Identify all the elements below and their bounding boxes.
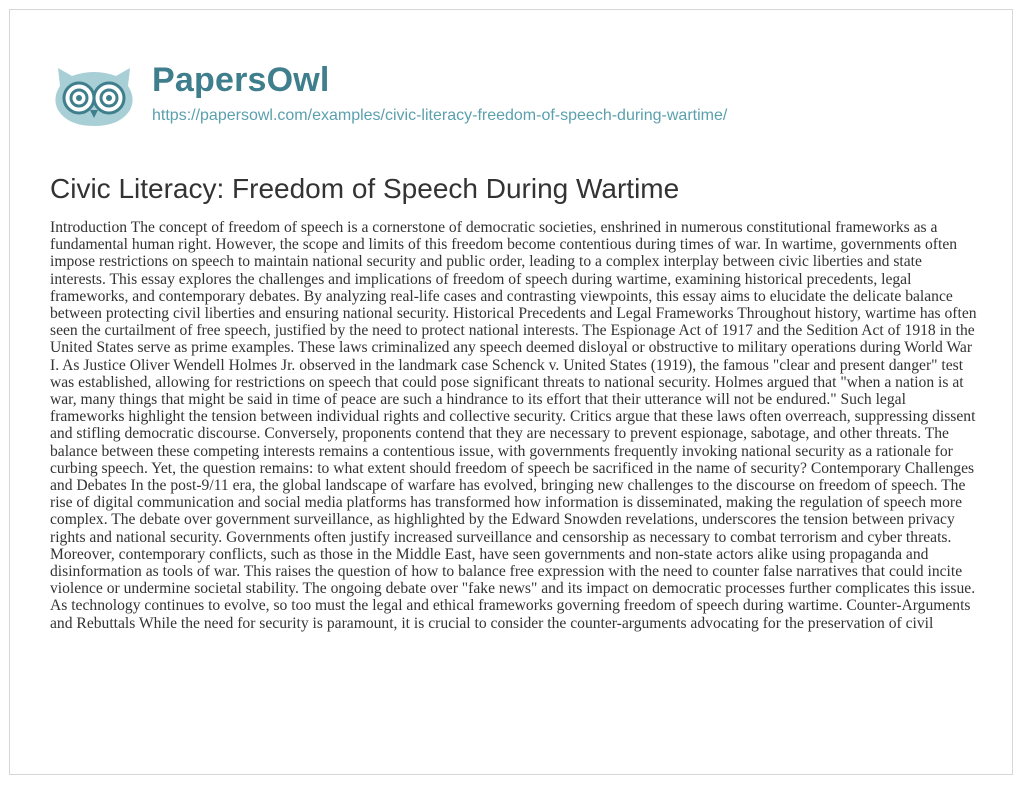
owl-icon — [50, 62, 138, 128]
source-url-link[interactable]: https://papersowl.com/examples/civic-literacy-freedom-of-speech-during-wartime/ — [152, 107, 728, 124]
page-title: Civic Literacy: Freedom of Speech During Wartime — [50, 173, 680, 204]
site-header — [50, 60, 970, 130]
brand-name[interactable]: PapersOwl — [152, 61, 330, 99]
essay-body: Introduction The concept of freedom of speech is a cornerstone of democratic societies, enshrined in numerous constitutional frameworks as a fundamental human right. However, the scope and limits of this freedom become contentious during times of war. In wartime, governments often impose restrictions on speech to maintain national security and public order, leading to a complex interplay between civic liberties and state interests. This essay explores the challenges and implications of freedom of speech during wartime, examining historical precedents, legal frameworks, and contemporary debates. By analyzing real-life cases and contrasting viewpoints, this essay aims to elucidate the delicate balance between protecting civil liberties and ensuring national security. Historical Precedents and Legal Frameworks Throughout history, wartime has often seen the curtailment of free speech, justified by the need to protect national interests. The Espionage Act of 1917 and the Sedition Act of 1918 in the United States serve as prime examples. These laws criminalized any speech deemed disloyal or obstructive to military operations during World War I. As Justice Oliver Wendell Holmes Jr. observed in the landmark case Schenck v. United States (1919), the famous "clear and present danger" test was established, allowing for restrictions on speech that could pose significant threats to national security. Holmes argued that "when a nation is at war, many things that might be said in time of peace are such a hindrance to its effort that their utterance will not be endured." Such legal frameworks highlight the tension between individual rights and collective security. Critics argue that these laws often overreach, suppressing dissent and stifling democratic discourse. Conversely, proponents contend that they are necessary to prevent espionage, sabotage, and other threats. The balance between these competing interests remains a contentious issue, with governments frequently invoking national security as a rationale for curbing speech. Yet, the question remains: to what extent should freedom of speech be sacrificed in the name of security? Contemporary Challenges and Debates In the post-9/11 era, the global landscape of warfare has evolved, bringing new challenges to the discourse on freedom of speech. The rise of digital communication and social media platforms has transformed how information is disseminated, making the regulation of speech more complex. The debate over government surveillance, as highlighted by the Edward Snowden revelations, underscores the tension between privacy rights and national security. Governments often justify increased surveillance and censorship as necessary to combat terrorism and cyber threats. Moreover, contemporary conflicts, such as those in the Middle East, have seen governments and non-state actors alike using propaganda and disinformation as tools of war. This raises the question of how to balance free expression with the need to counter false narratives that could incite violence or undermine societal stability. The ongoing debate over "fake news" and its impact on democratic processes further complicates this issue. As technology continues to evolve, so too must the legal and ethical frameworks governing freedom of speech during wartime. Counter-Arguments and Rebuttals While the need for security is paramount, it is crucial to consider the counter-arguments advocating for the preservation of civil — [50, 219, 977, 632]
